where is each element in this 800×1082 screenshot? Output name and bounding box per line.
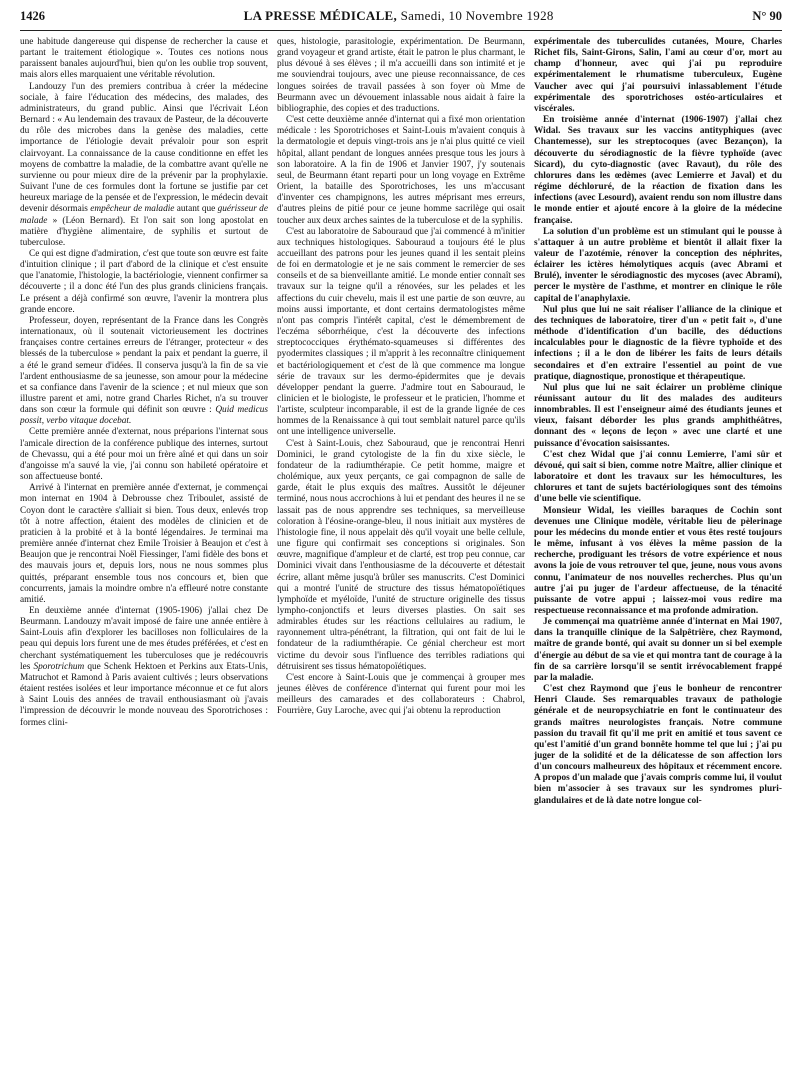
paragraph: C'est chez Raymond que j'eus le bonheur de rencontrer Henri Claude. Ses remarquables travaux de pathologie générale et de neuropsychiatrie en font le continuateur des grands maîtres neurologistes français. Notre commune passion du travail fit qu'il me prit en amitié et tous savent ce qu'est l'amitié d'un grand bonnête homme tel que lui ; j'ai pu juger de la solidité et de la délicatesse de son affection lors d'un concours malheureux des hôpitaux et récemment encore. A propos d'un malade que j'avais compris comme lui, il voulut bien m'associer à ses travaux sur les syndromes pluri-glandulaires et de là date notre longue col-: [534, 684, 782, 806]
paragraph: Professeur, doyen, représentant de la France dans les Congrès internationaux, où il soutenait victorieusement les doctrines françaises contre certaines erreurs de l'étranger, protecteur « des blessés de la tuberculose » pendant la paix et pendant la guerre, il a été le grand semeur d'idées. Il conserva jusqu'à la fin de sa vie l'ardent enthousiasme de sa jeunesse, son amour pour la médecine et sa confiance dans l'avenir de la science ; et nul mieux que son illustre parent et ami, notre grand Charles Richet, n'a su trouver dans son cœur la formule qui définit son œuvre : Quid medicus possit, verbo vitaque docebat.: [20, 315, 268, 427]
paragraph: Monsieur Widal, les vieilles baraques de Cochin sont devenues une Clinique modèle, véritable lieu de pèlerinage pour les médecins du monde entier et vous êtes resté toujours le même, infusant à vos élèves la même passion de la recherche, prodiguant les trésors de votre expérience et nous avons la joie de vous retrouver tel que, jeune, nous vous avons connu, l'animateur de nos nouvelles recherches. Plus qu'un autre j'ai pu juger de l'ardeur affectueuse, de la ténacité puissante de votre appui ; laissez-moi vous redire ma respectueuse reconnaissance et ma profonde admiration.: [534, 505, 782, 616]
issue-number: N° 90: [752, 9, 782, 23]
running-title: [244, 8, 554, 24]
page-number: 1426: [20, 9, 45, 23]
paragraph: C'est à Saint-Louis, chez Sabouraud, que je rencontrai Henri Dominici, le grand cytologiste de la fin du xixe siècle, le fondateur de la radiumthérapie. Ce petit homme, maigre et cholémique, aux yeux perçants, ce gai compagnon de salle de garde, était le plus exquis des maîtres. Aussitôt le déjeuner terminé, nous nous accrochions à lui et pendant des heures il ne se lassait pas de nous apprendre ses techniques, sa merveilleuse coloration à l'éosine-orange-bleu, il nous initiait aux mystères de l'histologie fine, il nous appelait dès qu'il voyait une belle cellule, une figure qui confirmait ses conceptions si originales. Son œuvre, magnifique d'ampleur et de clarté, est trop peu connue, car Dominici vivait dans l'enthousiasme de la découverte et détestait écrire, allant même jusqu'à brûler ses manuscrits. C'est Dominici qui a montré l'unité de structure des tissus hématopoïétiques lymphoïde et myéloïde, l'unité de structure originelle des tissus lympho-conjonctifs et leurs diverses plasties. On sait ses admirables études sur les réactions cellulaires au radium, le rayonnement ultra-pénétrant, la filtration, qui ont fait de lui le fondateur de la radiumthérapie. Ce génial chercheur est mort victime du devoir sous l'influence des terribles radiations qui détruisirent ses tissus hématopoïétiques.: [277, 438, 525, 672]
issue-date: Samedi, 10 Novembre 1928: [400, 8, 554, 23]
paragraph: Nul plus que lui ne sait éclairer un problème clinique réunissant autour du lit des malades des auditeurs innombrables. Il est l'enseigneur aimé des étudiants jeunes et vieux, faisant déborder les plus grands amphithéâtres, donnant des « leçons de leçon » avec une clarté et une puissance d'évocation saisissantes.: [534, 382, 782, 449]
journal-name: LA PRESSE MÉDICALE,: [243, 8, 398, 23]
page-header: [20, 8, 782, 31]
paragraph: Cette première année d'externat, nous préparions l'internat sous l'amicale direction de la conférence publique des internes, surtout de Chevassu, qui a été pour moi un frère aîné et qui dans un soir d'angoisse m'a sauvé la vie, j'ai connu son habileté opératoire et son affectueuse bonté.: [20, 427, 268, 483]
paragraph: expérimentale des tuberculides cutanées, Moure, Charles Richet fils, Saint-Girons, Salin, l'ami au cœur d'or, mort au champ d'honneur, avec qui j'ai pu reproduire expérimentalement le rhumatisme tuberculeux, Eugène Vaucher avec qui j'ai poursuivi inlassablement l'étude expérimentale des sporotrichoses ostéo-articulaires et viscérales.: [534, 37, 782, 114]
paragraph: Ce qui est digne d'admiration, c'est que toute son œuvre est faite d'intuition clinique ; il part d'abord de la clinique et c'est ensuite que l'anatomie, l'histologie, la bactériologie, viennent confirmer sa découverte ; il a donc été l'un des plus grands cliniciens français. Le présent a déjà confirmé son œuvre, l'avenir la montrera plus grande encore.: [20, 248, 268, 315]
paragraph: Je commençai ma quatrième année d'internat en Mai 1907, dans la tranquille clinique de la Salpêtrière, chez Raymond, maître de grande bonté, qui avait su donner un si bel exemple d'énergie au début de sa vie et qui montra tant de courage à la fin de sa carrière lorsqu'il se sentit irrévocablement frappé par la maladie.: [534, 617, 782, 683]
paragraph: La solution d'un problème est un stimulant qui le pousse à s'attaquer à un autre problème et bientôt il allait fixer la valeur de l'azotémie, rénover la conception des néphrites, éclairer les ictères hémolytiques acquis (avec Abrami et Brulé), inventer le sérodiagnostic des mycoses (avec Abrami), percer le mystère de l'asthme, et montrer en clinique le rôle capital de l'anaphylaxie.: [534, 226, 782, 304]
paragraph: C'est chez Widal que j'ai connu Lemierre, l'ami sûr et dévoué, qui sait si bien, comme notre Maître, allier clinique et laboratoire et dont les travaux sur les hémocultures, les chlorures et tant de sujets bactériologiques sont des témoins d'une belle vie scientifique.: [534, 449, 782, 505]
column-1: [20, 37, 268, 1073]
paragraph: ques, histologie, parasitologie, expérimentation. De Beurmann, grand voyageur et grand artiste, était le patron le plus charmant, le plus dévoué à ses élèves ; il m'a accueilli dans son intimité et je me souviendrai toujours, avec une pieuse reconnaissance, de ces longues soirées de travail passées à son foyer où Mme de Beurmann avec un dévouement inlassable nous aidait à faire la bibliographie, des copies et des traductions.: [277, 37, 525, 114]
paragraph: Arrivé à l'internat en première année d'externat, je commençai mon internat en 1904 à Debrousse chez Triboulet, assisté de Coyon dont le caractère s'alliait si bien. Tous deux, enlevés trop tôt à notre affection, étaient des modèles de clinicien et de praticien à la probité et à la bonté légendaires. Je terminai ma première année d'internat chez Emile Troisier à Beaujon et c'est à Beaujon que je rencontrai Noël Fiessinger, l'ami fidèle des bons et des mauvais jours et, depuis lors, nous ne nous sommes plus quittés, préparant ensemble tous nos concours et, bien que concurrents, jamais la moindre ombre n'a effleuré notre constante amitié.: [20, 483, 268, 605]
column-3: [534, 37, 782, 1073]
paragraph: une habitude dangereuse qui dispense de rechercher la cause et partant le traitement étiologique ». Toutes ces notions nous paraissent banales aujourd'hui, bien qu'on les oublie trop souvent, mais alors elles marquaient une véritable révolution.: [20, 37, 268, 81]
paragraph: C'est au laboratoire de Sabouraud que j'ai commencé à m'initier aux techniques histologiques. Sabouraud a toujours été le plus accueillant des patrons pour les jeunes quand il les sentait pleins de foi en dermatologie et je ne sais comment le remercier de ses conseils et de sa bienveillante amitié. Le monde entier connaît ses travaux sur la teigne qu'il a rénovées, sur les pelades et les affections du cuir chevelu, mais il est une partie de son œuvre, au moins aussi importante, et dont certains dermatologistes même n'ont pas compris l'intérêt capital, c'est le démembrement de l'eczéma séborrhéique, c'est la découverte des infections streptococciques érythémato-squameuses si différentes des pyodermites classiques ; il m'apprit à les reconnaître cliniquement et bactériologiquement et c'est de là que commence ma longue série de travaux sur les dermo-épidermites que je devais développer pendant la guerre. J'admire tout en Sabouraud, le clinicien et le biologiste, le professeur et le praticien, l'homme et l'artiste, sculpteur incomparable, il est de la grande lignée de ces hommes de la Renaissance à qui tout semblait naturel parce qu'ils ont une intelligence universelle.: [277, 226, 525, 438]
paragraph: Nul plus que lui ne sait réaliser l'alliance de la clinique et des techniques de laboratoire, tirer d'un « petit fait », d'une méthode d'identification d'un bacille, des déductions incalculables pour le diagnostic de la fièvre typhoïde et des infections ; il a le don de libérer les faits de leurs détails secondaires et d'en extraire l'essentiel au point de vue pratique, diagnostique, pronostique et thérapeutique.: [534, 304, 782, 382]
column-2: [277, 37, 525, 1073]
paragraph: C'est encore à Saint-Louis que je commençai à grouper mes jeunes élèves de conférence d'internat qui furent pour moi les meilleurs des camarades et des collaborateurs : Chabrol, Fourrière, Guy Laroche, avec qui j'ai obtenu la reproduction: [277, 672, 525, 717]
paragraph: C'est cette deuxième année d'internat qui a fixé mon orientation médicale : les Sporotrichoses et Saint-Louis m'avaient conquis à la dermatologie et depuis vingt-trois ans je n'ai plus quitté ce vieil hôpital, allant pendant de longues années presque tous les jours à son laboratoire. A la fin de 1906 et Janvier 1907, j'y soutenais seul, de Beurmann étant reparti pour un long voyage en Extrême Orient, la bataille des Sporotrichoses, les uns m'accusant d'inventer ces champignons, les autres méprisant mes erreurs, d'autres pleins de pitié pour ce jeune homme sacrilège qui osait toucher aux deux arches saintes de la tuberculose et de la syphilis.: [277, 115, 525, 226]
paragraph: En deuxième année d'internat (1905-1906) j'allai chez De Beurmann. Landouzy m'avait imposé de faire une année entière à Saint-Louis afin d'explorer les bacilloses non folliculaires de la peau qui depuis lors furent une de mes études préférées, et c'est en cherchant systématiquement les tuberculoses que je redécouvris les Sporotrichum que Schenk Hektoen et Perkins aux Etats-Unis, Matruchot et Ramond à Paris avaient cultivés ; leurs observations étaient restées isolées et leur importance méconnue et ce fut alors à Saint Louis des années de travail enthousiasmant où j'avais l'impression de découvrir le monde nouveau des Sporotrichoses : formes clini-: [20, 605, 268, 728]
paragraph: En troisième année d'internat (1906-1907) j'allai chez Widal. Ses travaux sur les vaccins antityphiques (avec Chantemesse), sur les streptocoques (avec Bezançon), la découverte du sérodiagnostic de la fièvre typhoïde (avec Sicard), du cyto-diagnostic (avec Ravaut), du rôle des chlorures dans les œdèmes (avec Lemierre et Javal) et du régime déchloruré, de la réaction de fixation dans les infections (avec Lesourd), avaient rendu son nom illustre dans le monde entier et ajouté encore à la gloire de la médecine française.: [534, 115, 782, 226]
paragraph: Landouzy l'un des premiers contribua à créer la médecine sociale, à faire l'éducation des médecins, des malades, des administrateurs, du grand public. Ainsi que l'écrivait Léon Bernard : « Au lendemain des travaux de Pasteur, de la découverte du rôle des microbes dans la genèse des maladies, cette importance de l'étiologie devait prévaloir pour son esprit clairvoyant. La connaissance de la cause conditionne en effet les moyens de combattre la maladie, de la combattre avant qu'elle ne survienne ou pour mieux dire de la prévenir par la prophylaxie. Suivant l'une de ces formules dont la fortune se justifie par cet heureux mariage de la pensée et de l'expression, le médecin devait devenir désormais empêcheur de maladie autant que guérisseur de malade » (Léon Bernard). Et l'on sait son long apostolat en matière d'hygiène alimentaire, de syphilis et surtout de tuberculose.: [20, 81, 268, 248]
text-columns: [20, 37, 782, 1073]
